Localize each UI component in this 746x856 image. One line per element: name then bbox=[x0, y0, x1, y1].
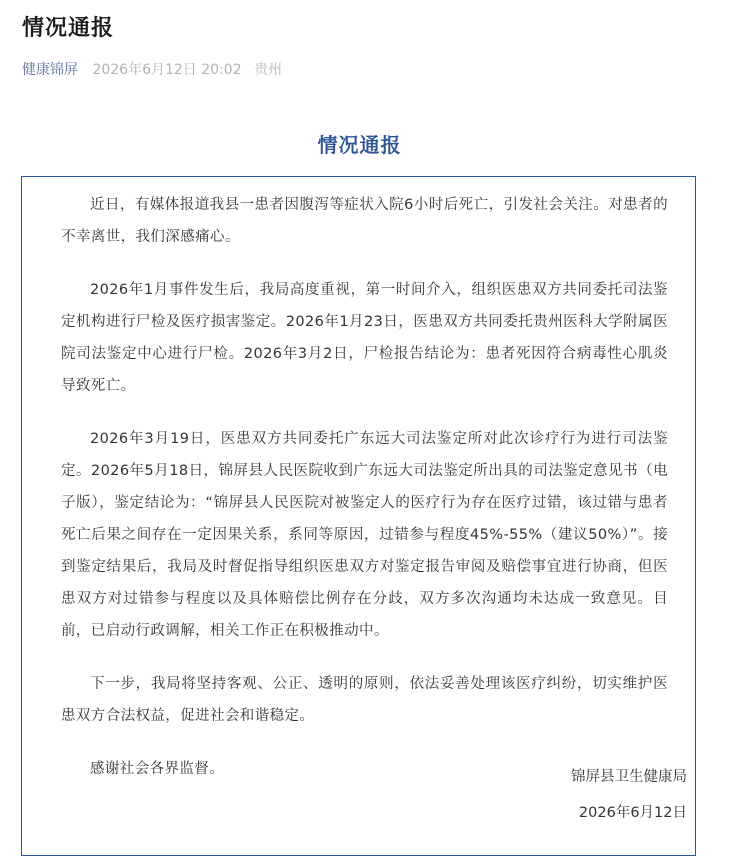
publish-time: 2026年6月12日 20:02 bbox=[92, 62, 242, 78]
account-name-link[interactable]: 健康锦屏 bbox=[22, 62, 78, 78]
article-meta bbox=[22, 60, 282, 80]
article-title: 情况通报 bbox=[22, 16, 115, 41]
notice-paragraph-2: 2026年1月事件发生后，我局高度重视，第一时间介入，组织医患双方共同委托司法鉴定机构进行尸检及医疗损害鉴定。2026年1月23日，医患双方共同委托贵州医科大学附属医院司法鉴定中心进行尸检。2026年3月2日，尸检报告结论为：患者死因符合病毒性心肌炎导致死亡。 bbox=[61, 282, 668, 394]
notice-content-box bbox=[21, 176, 696, 856]
signature-organization: 锦屏县卫生健康局 bbox=[571, 769, 687, 785]
notice-paragraph-3: 2026年3月19日，医患双方共同委托广东远大司法鉴定所对此次诊疗行为进行司法鉴定。2026年5月18日，锦屏县人民医院收到广东远大司法鉴定所出具的司法鉴定意见书（电子版），鉴定结论为：“锦屏县人民医院对被鉴定人的医疗行为存在医疗过错，该过错与患者死亡后果之间存在一定因果关系，系同等原因，过错参与程度45%-55%（建议50%）”。接到鉴定结果后，我局及时督促指导组织医患双方对鉴定报告审阅及赔偿事宜进行协商，但医患双方对过错参与程度以及具体赔偿比例存在分歧，双方多次沟通均未达成一致意见。目前，已启动行政调解，相关工作正在积极推动中。 bbox=[61, 431, 668, 639]
notice-paragraph-1: 近日，有媒体报道我县一患者因腹泻等症状入院6小时后死亡，引发社会关注。对患者的不幸离世，我们深感痛心。 bbox=[61, 197, 668, 245]
notice-heading: 情况通报 bbox=[317, 133, 402, 157]
signature-date: 2026年6月12日 bbox=[578, 805, 687, 821]
notice-paragraph-4: 下一步，我局将坚持客观、公正、透明的原则，依法妥善处理该医疗纠纷，切实维护医患双方合法权益，促进社会和谐稳定。 bbox=[61, 676, 668, 724]
notice-paragraph-5: 感谢社会各界监督。 bbox=[90, 761, 225, 777]
publish-location: 贵州 bbox=[254, 62, 283, 78]
